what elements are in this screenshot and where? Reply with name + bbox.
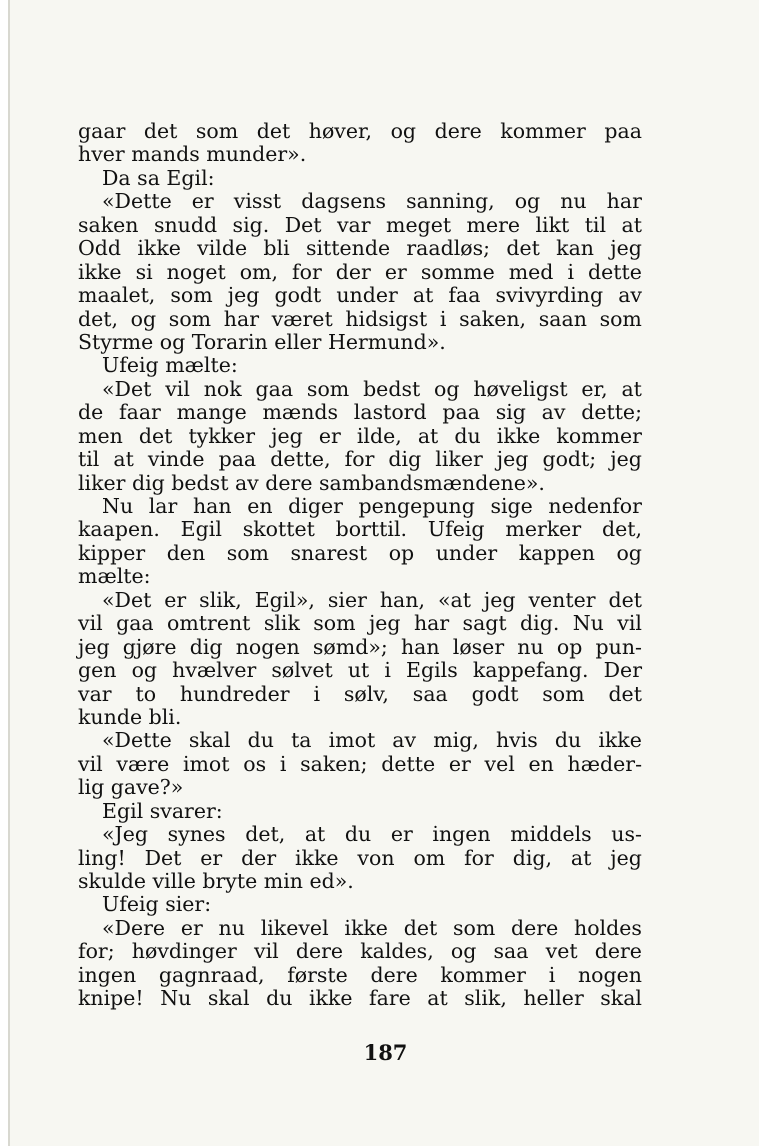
text-line: ikke si noget om, for der er somme med i dette bbox=[78, 259, 642, 284]
text-line: kunde bli. bbox=[78, 704, 182, 729]
text-line: «Dette skal du ta imot av mig, hvis du ikke bbox=[102, 728, 642, 753]
text-line: gaar det som det høver, og dere kommer paa bbox=[78, 119, 642, 143]
text-line: de faar mange mænds lastord paa sig av dette; bbox=[78, 400, 642, 425]
text-line: mælte: bbox=[78, 564, 151, 589]
text-line: Nu lar han en diger pengepung sige nedenfor bbox=[102, 494, 642, 518]
page-number: 187 bbox=[363, 1040, 408, 1065]
text-line: ingen gagnraad, første dere kommer i nogen bbox=[78, 962, 642, 987]
book-page bbox=[8, 0, 759, 1146]
text-line: var to hundreder i sølv, saa godt som det bbox=[78, 681, 642, 706]
text-line: vil være imot os i saken; dette er vel en hæder- bbox=[78, 751, 642, 776]
body-text bbox=[78, 120, 642, 1011]
text-line: jeg gjøre dig nogen sømd»; han løser nu op pun- bbox=[78, 634, 642, 659]
text-line: men det tykker jeg er ilde, at du ikke kommer bbox=[78, 423, 642, 448]
text-line: vil gaa omtrent slik som jeg har sagt dig. Nu vil bbox=[78, 611, 642, 636]
text-line: lig gave?» bbox=[78, 775, 184, 800]
text-line: liker dig bedst av dere sambandsmændene». bbox=[78, 470, 545, 495]
text-line: gen og hvælver sølvet ut i Egils kappefang. Der bbox=[78, 658, 642, 683]
text-line: hver mands munder». bbox=[78, 142, 307, 167]
text-line: «Det vil nok gaa som bedst og høveligst er, at bbox=[102, 376, 642, 401]
text-line: Ufeig mælte: bbox=[102, 353, 238, 378]
text-line: kaapen. Egil skottet borttil. Ufeig merker det, bbox=[78, 517, 642, 542]
text-line: Egil svarer: bbox=[102, 798, 223, 823]
text-line: for; høvdinger vil dere kaldes, og saa vet dere bbox=[78, 939, 642, 964]
text-line: Odd ikke vilde bli sittende raadløs; det kan jeg bbox=[78, 236, 642, 261]
text-line: skulde ville bryte min ed». bbox=[78, 869, 354, 893]
text-line: til at vinde paa dette, for dig liker jeg godt; jeg bbox=[78, 447, 642, 472]
text-line: det, og som har været hidsigst i saken, saan som bbox=[78, 306, 642, 331]
text-line: «Jeg synes det, at du er ingen middels us- bbox=[102, 822, 642, 847]
text-line: «Det er slik, Egil», sier han, «at jeg venter det bbox=[102, 587, 642, 612]
text-line: Da sa Egil: bbox=[102, 165, 215, 190]
text-line: kipper den som snarest op under kappen og bbox=[78, 540, 642, 565]
text-line: «Dette er visst dagsens sanning, og nu har bbox=[102, 189, 642, 214]
text-line: maalet, som jeg godt under at faa svivyrding av bbox=[78, 283, 642, 308]
text-line: Ufeig sier: bbox=[102, 892, 212, 917]
text-line: ling! Det er der ikke von om for dig, at jeg bbox=[78, 845, 642, 870]
text-line: saken snudd sig. Det var meget mere likt til at bbox=[78, 212, 642, 237]
text-line: knipe! Nu skal du ikke fare at slik, heller skal bbox=[78, 986, 642, 1011]
text-line: «Dere er nu likevel ikke det som dere holdes bbox=[102, 915, 642, 940]
text-line: Styrme og Torarin eller Hermund». bbox=[78, 329, 446, 354]
